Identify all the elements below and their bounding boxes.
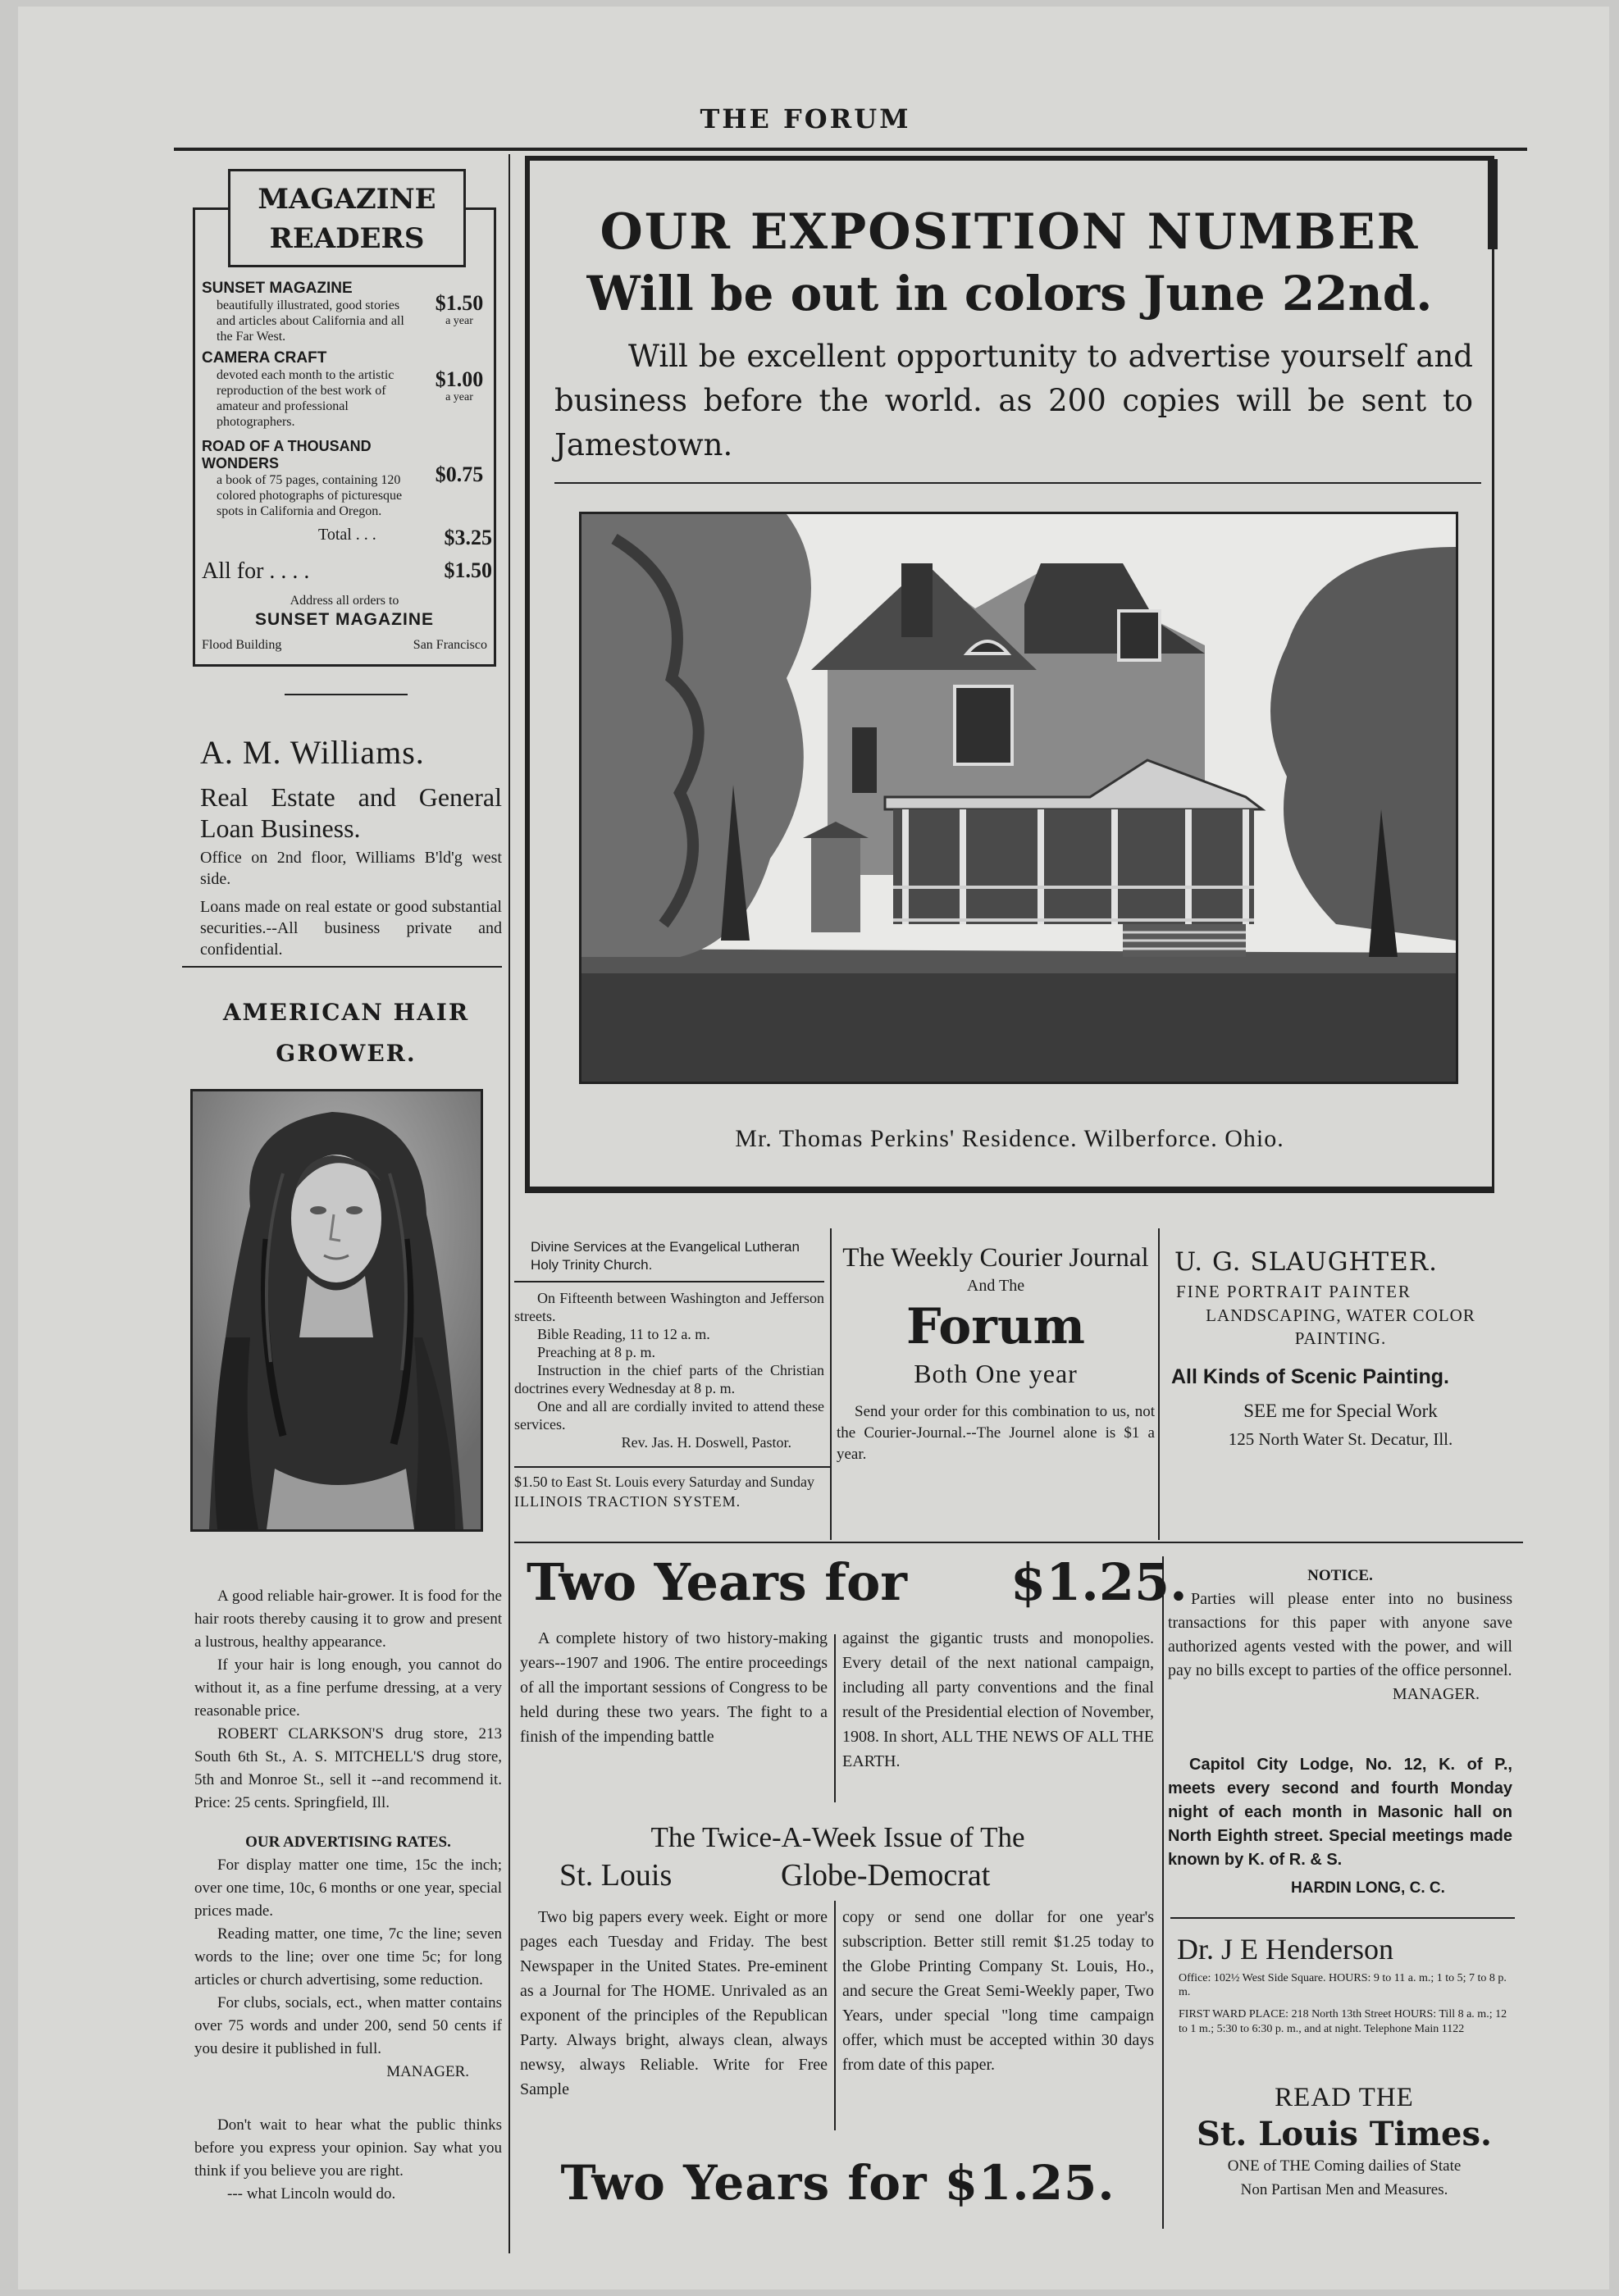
slaughter-line1: FINE PORTRAIT PAINTER [1176,1282,1411,1301]
notice [1168,1565,1512,1706]
traction-notice [514,1473,826,1510]
portrait-photo [190,1089,483,1532]
magazine-item-price: $1.00 [435,367,484,391]
two-years-headline-a: Two Years for [527,1552,907,1612]
magazine-address-right: San Francisco [413,638,487,652]
lincoln-text: Don't wait to hear what the public thinks before you express your opinion. Say what you think if you believe you are right. [194,2116,502,2180]
church-para5: One and all are cordially invited to attend these services. [514,1398,824,1433]
ad-rates-para2: Reading matter, one time, 7c the line; seven words to the line; over one time 5c; for long articles or church advertising, some reduction. [194,1925,502,1988]
exposition-line3: Will be excellent opportunity to advertise yourself and business before the world. as 200 copies will be sent to Jamestown. [554,339,1473,462]
magazine-heading-line1: MAGAZINE [258,183,436,216]
column-divider-left [509,154,510,2253]
lodge-body: Capitol City Lodge, No. 12, K. of P., meets every second and fourth Monday night of each month in Masonic hall on North Eighth street. Special meetings made known by K. of R. & S. [1168,1756,1512,1869]
magazine-total-label: Total . . . [318,526,376,544]
church-notice [514,1238,824,1451]
magazine-allfor-label: All for . . . . [202,558,310,584]
magazine-item-2 [202,349,492,430]
right-rule [1170,1917,1515,1919]
slaughter-line3: All Kinds of Scenic Painting. [1171,1365,1449,1388]
magazine-item-desc: a book of 75 pages, containing 120 colored photographs of picturesque spots in California and Oregon. [217,473,403,518]
church-bottom-rule [514,1466,830,1468]
notice-title: NOTICE. [1307,1567,1373,1584]
courier-body: Send your order for this combination to us, not the Courier-Journal.--The Journel alone is $1 a year. [837,1403,1155,1463]
newspaper-page [18,7,1609,2289]
courier-forum: Forum [905,1298,1086,1355]
column-divider-center-2 [834,1901,836,2130]
hair-ad-para2: If your hair is long enough, you cannot do without it, as a fine perfume dressing, at a very reasonable price. [194,1656,502,1720]
church-para4: Instruction in the chief parts of the Christian doctrines every Wednesday at 8 p. m. [514,1362,824,1396]
magazine-item-3 [202,438,492,519]
magazine-item-unit: a year [445,315,473,327]
hair-ad-para1: A good reliable hair-grower. It is food for the hair roots thereby causing it to grow and present a lustrous, healthy appearance. [194,1588,502,1651]
lodge-signoff: HARDIN LONG, C. C. [1291,1879,1445,1897]
globe-title2 [559,1855,1150,1896]
magazine-item-price: $1.50 [435,291,484,315]
ad-rates-title: OUR ADVERTISING RATES. [245,1834,451,1851]
church-title-rule [514,1281,824,1282]
notice-body: Parties will please enter into no business transactions for this paper with anyone save authorized agents vested with the power, and will pay no bills except to parties of the office personnel. [1168,1590,1512,1679]
magazine-item-name: ROAD OF A THOUSAND WONDERS [202,438,372,472]
magazine-address-name: SUNSET MAGAZINE [254,610,434,629]
williams-office: Office on 2nd floor, Williams B'ld'g west side. [200,849,502,888]
lincoln-attribution: --- what Lincoln would do. [227,2185,396,2203]
slaughter-line2: LANDSCAPING, WATER COLOR PAINTING. [1206,1305,1475,1348]
magazine-total-price: $3.25 [444,526,492,549]
two-years-left: A complete history of two history-making years--1907 and 1906. The entire proceedings of all the important sessions of Congress to be held during these two years. The fight to a finish of the impending battle [520,1629,828,1746]
magazine-ad [193,183,496,667]
globe-title2-globe-democrat: Globe-Democrat [781,1858,991,1893]
column-divider-center [834,1634,836,1802]
slaughter-ad [1166,1245,1515,1453]
slaughter-line4: SEE me for Special Work [1243,1401,1438,1421]
magazine-item-desc: devoted each month to the artistic reproduction of the best work of amateur and professional photographers. [217,368,394,429]
slaughter-name: U. G. SLAUGHTER. [1174,1247,1438,1277]
williams-loans: Loans made on real estate or good substantial securities.--All business private and confidential. [200,898,502,959]
masthead-title: THE FORUM [700,103,911,134]
slaughter-line5: 125 North Water St. Decatur, Ill. [1228,1429,1453,1449]
times-line4: Non Partisan Men and Measures. [1240,2181,1448,2198]
globe-title2-st-louis: St. Louis [559,1858,673,1893]
magazine-item-name: SUNSET MAGAZINE [202,280,353,297]
woman-portrait-image [193,1091,481,1529]
henderson-first-ward: FIRST WARD PLACE: 218 North 13th Street HOURS: Till 8 a. m.; 12 to 1 m.; 5:30 to 6:30 p. m., and at night. Telephone Main 1122 [1179,2008,1507,2035]
magazine-item-unit: a year [445,391,473,403]
times-read-the: READ THE [1275,2083,1414,2112]
courier-both-one-year: Both One year [914,1359,1078,1388]
ad-rates-signoff: MANAGER. [386,2063,469,2080]
magazine-item-desc: beautifully illustrated, good stories and articles about California and all the Far West. [217,298,404,344]
magazine-ad-heading [228,169,466,267]
column-divider-mid-b [1158,1228,1160,1540]
house-image [581,514,1456,1082]
williams-ad [182,732,502,960]
globe-left: Two big papers every week. Eight or more pages each Tuesday and Friday. The best Newspaper in the United States. Pre-eminent as a Journal for The HOME. Unrivaled as an exponent of the principles of the Republican Party. Always bright, always clean, always newsy, always Reliable. Write for Free Sample [520,1908,828,2098]
courier-title: The Weekly Courier Journal [842,1243,1149,1273]
globe-right: copy or send one dollar for one year's subscription. Better still remit $1.25 today to the Globe Printing Company St. Louis, Ho., and secure the Great Semi-Weekly paper, Two Years, under special "long time campaign offer, which must be accepted within 30 days from date of this paper. [842,1908,1154,2074]
notice-signoff: MANAGER. [1392,1685,1480,1703]
hair-ad-para3: ROBERT CLARKSON'S drug store, 213 South 6th St., A. S. MITCHELL'S drug store, 5th and Monroe St., sell it --and recommend it. Price: 25 cents. Springfield, Ill. [194,1725,502,1811]
ad-rates-para1: For display matter one time, 15c the inch; over one time, 10c, 6 months or one year, special prices made. [194,1856,502,1920]
magazine-address-line: Address all orders to [290,594,399,608]
middle-rule [514,1542,1523,1543]
henderson-name: Dr. J E Henderson [1177,1933,1393,1966]
exposition-line1: OUR EXPOSITION NUMBER [600,203,1420,261]
column-divider-right [1162,1556,1164,2229]
ad-rates [194,1831,502,2084]
times-ad [1168,2081,1521,2203]
magazine-heading-line2: READERS [269,222,425,255]
hair-ad-title: AMERICAN HAIR GROWER. [222,999,470,1067]
church-para1: On Fifteenth between Washington and Jefferson streets. [514,1290,824,1324]
masthead-rule [174,148,1527,151]
two-years-headline-bottom: Two Years for $1.25. [560,2155,1115,2211]
exposition-box [525,156,1494,1193]
henderson-office: Office: 102½ West Side Square. HOURS: 9 to 11 a. m.; 1 to 5; 7 to 8 p. m. [1179,1972,1507,1998]
exposition-rule [554,482,1481,484]
column-divider-mid-a [830,1228,832,1540]
church-para3: Preaching at 8 p. m. [537,1344,655,1360]
church-title: Divine Services at the Evangelical Lutheran Holy Trinity Church. [531,1239,800,1273]
magazine-allfor-price: $1.50 [444,558,492,582]
two-years-headline-top [527,1552,1188,1618]
lincoln-quote [194,2114,502,2206]
two-years-headline-b: $1.25. [1010,1552,1188,1612]
williams-name: A. M. Williams. [200,734,425,771]
traction-line1: $1.50 to East St. Louis every Saturday and Sunday [514,1474,814,1490]
left-rule-1 [285,694,408,695]
residence-photo [579,512,1458,1084]
williams-business: Real Estate and General Loan Business. [200,782,502,843]
church-para2: Bible Reading, 11 to 12 a. m. [537,1326,710,1342]
magazine-total-row [318,526,492,550]
magazine-allfor-row [202,558,492,585]
henderson-card [1170,1930,1515,2037]
times-line3: ONE of THE Coming dailies of State [1227,2157,1462,2175]
ad-rates-para3: For clubs, socials, ect., when matter contains over 75 words and under 200, send 50 cents if you desire it published in full. [194,1994,502,2057]
church-pastor: Rev. Jas. H. Doswell, Pastor. [621,1434,791,1451]
magazine-item-1 [202,280,492,344]
courier-and-the: And The [966,1277,1025,1295]
magazine-item-price: $0.75 [435,462,484,486]
times-st-louis-times: St. Louis Times. [1197,2115,1492,2153]
two-years-right: against the gigantic trusts and monopolies. Every detail of the next national campaign, including all party conventions and the final result of the Presidential election of November, 1908. In short, ALL THE NEWS OF ALL THE EARTH. [842,1629,1154,1770]
lodge-notice [1168,1753,1512,1905]
left-rule-2 [182,966,502,968]
hair-ad-body [194,1585,502,1815]
magazine-item-name: CAMERA CRAFT [202,349,327,367]
residence-caption: Mr. Thomas Perkins' Residence. Wilberforce. Ohio. [735,1125,1284,1152]
exposition-side-bar [1488,159,1498,249]
traction-line2: ILLINOIS TRACTION SYSTEM. [514,1493,741,1510]
globe-title1: The Twice-A-Week Issue of The [650,1821,1025,1853]
magazine-address-left: Flood Building [202,638,282,652]
exposition-line2: Will be out in colors June 22nd. [586,266,1433,321]
courier-ad [837,1241,1155,1465]
